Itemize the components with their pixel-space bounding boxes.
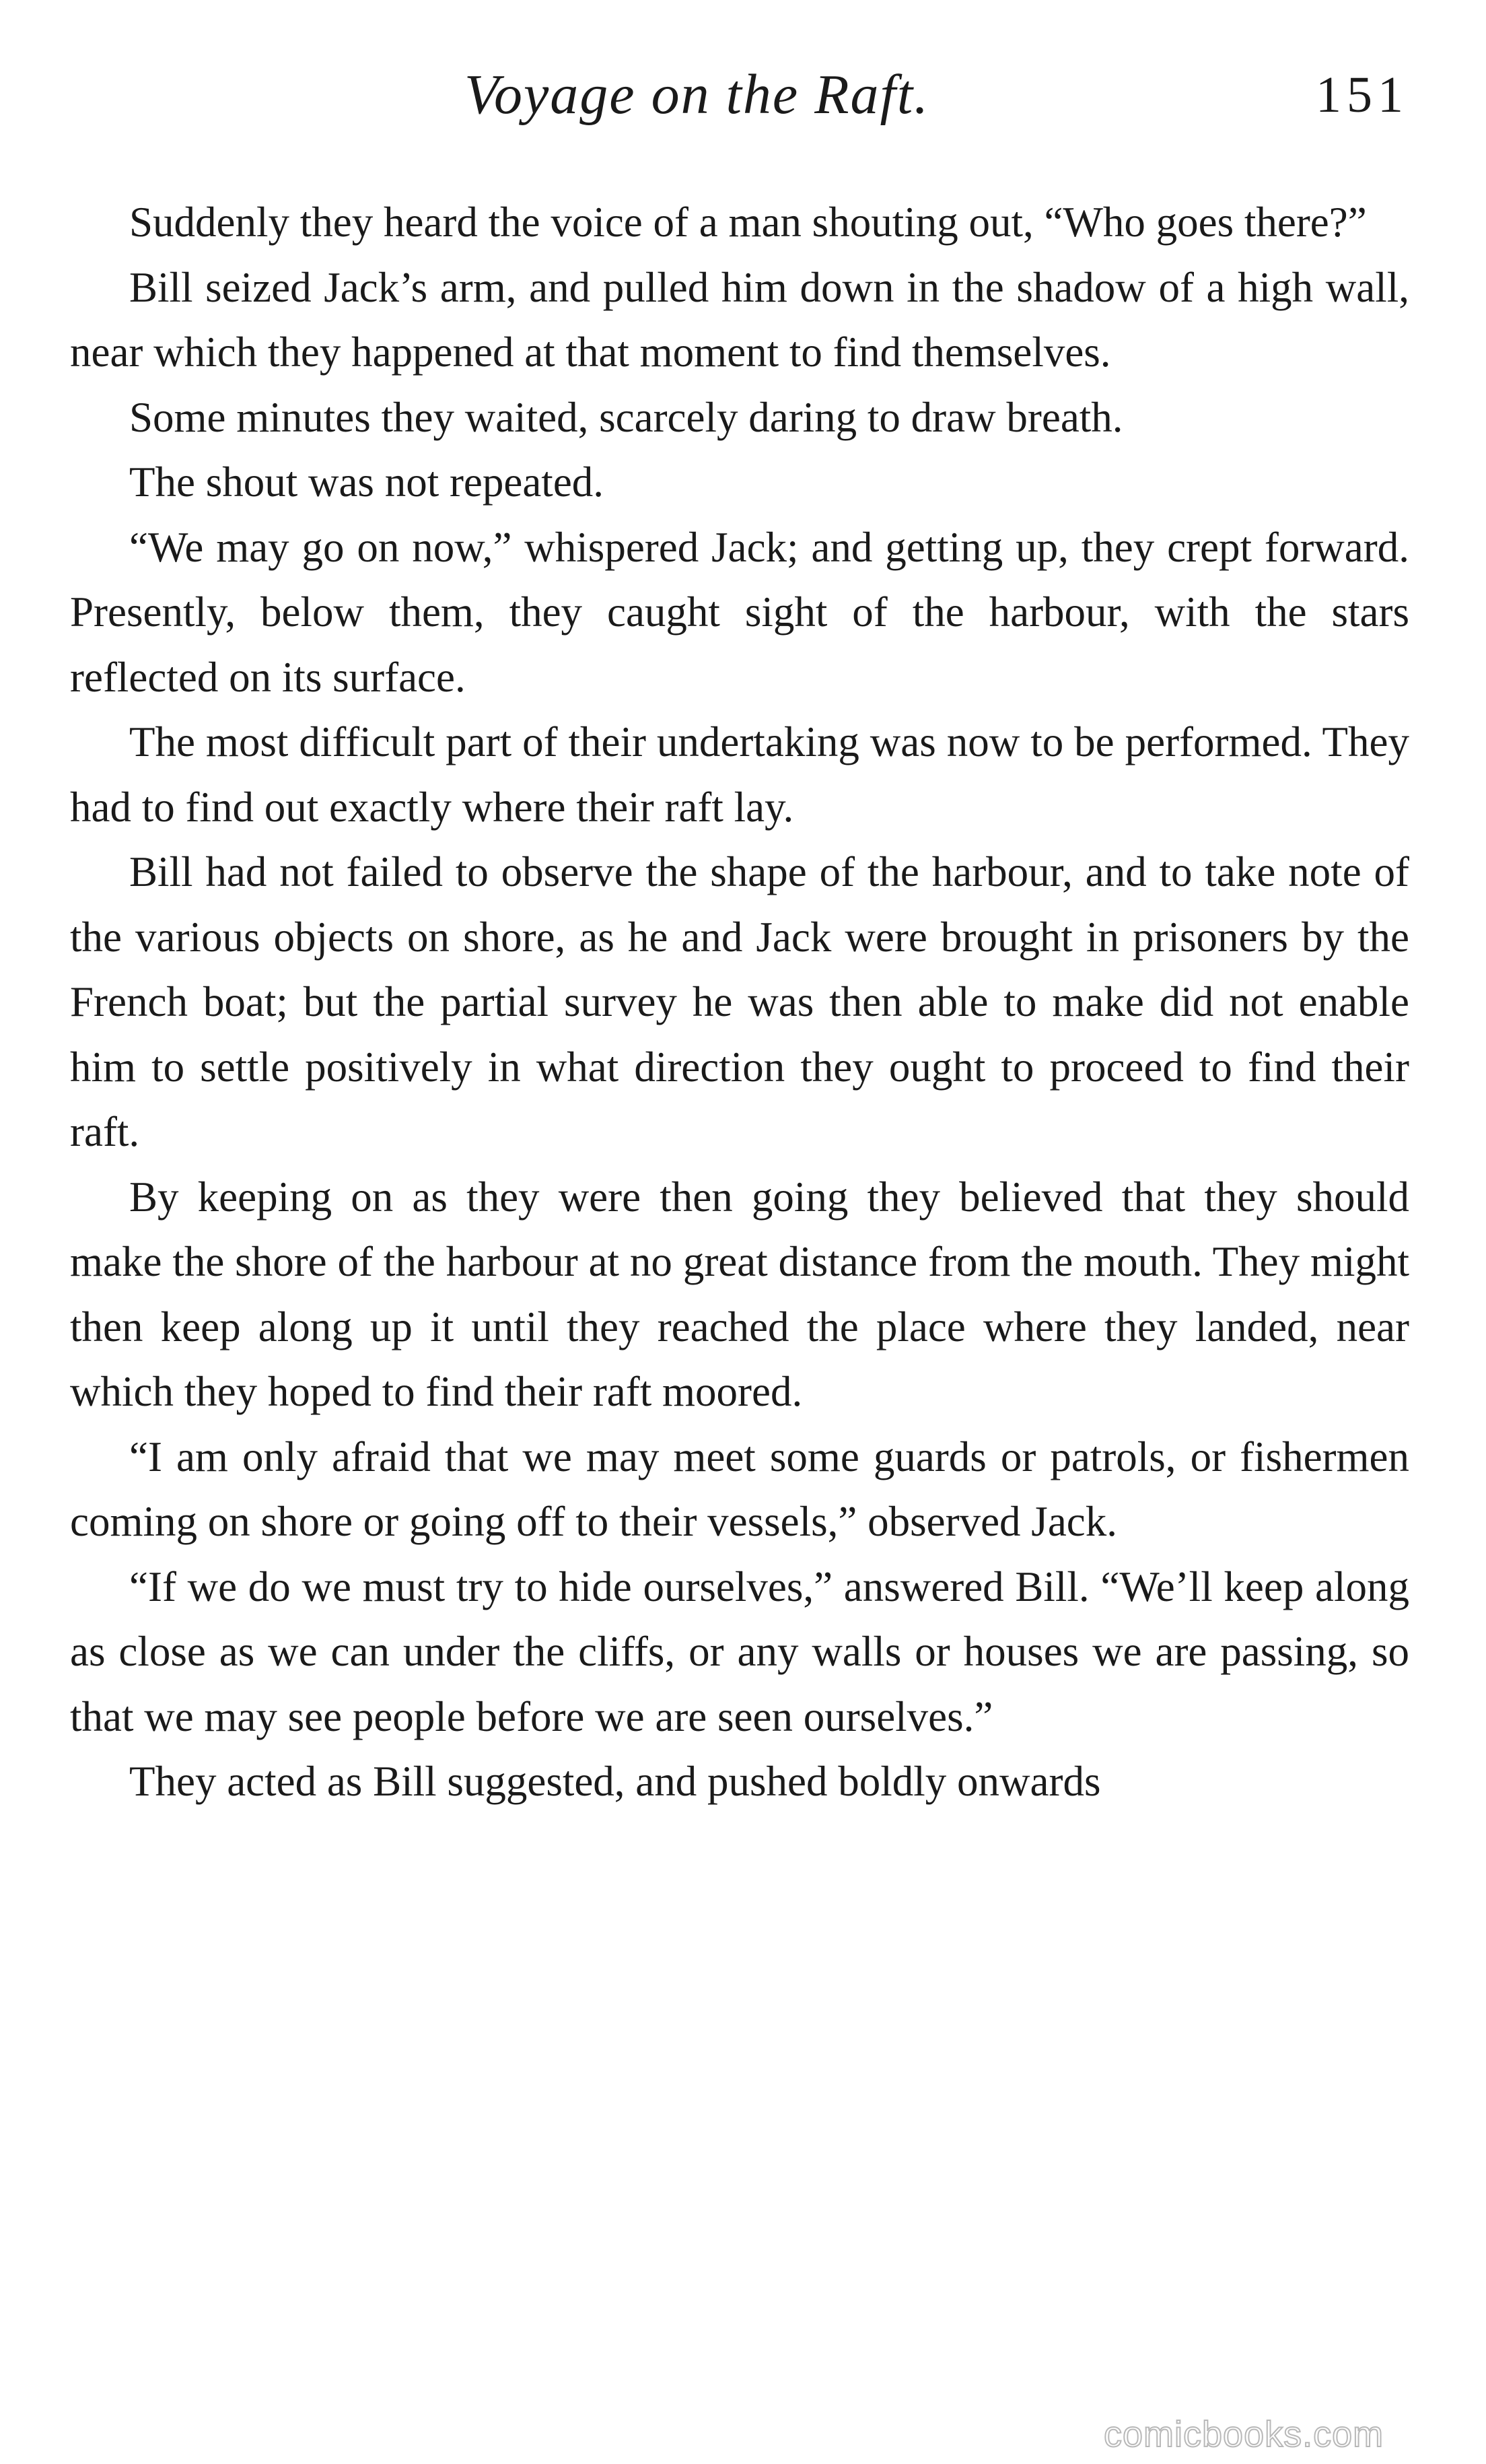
paragraph: “We may go on now,” whispered Jack; and getting up, they crept forward. Presently, below them, they caught sight of the harbour, with the stars reflected on its surface. [70, 523, 1409, 701]
body-text [70, 190, 1409, 1814]
running-head [0, 62, 1486, 136]
paragraph: The shout was not repeated. [129, 458, 604, 506]
paragraph: The most difficult part of their undertaking was now to be performed. They had to find out exactly where their raft lay. [70, 718, 1409, 831]
running-head-title: Voyage on the Raft. [464, 63, 930, 126]
paragraph: They acted as Bill suggested, and pushed boldly onwards [129, 1758, 1101, 1805]
paragraph: Bill seized Jack’s arm, and pulled him down in the shadow of a high wall, near which they happened at that moment to find themselves. [70, 263, 1409, 376]
paragraph: By keeping on as they were then going they believed that they should make the shore of the harbour at no great distance from the mouth. They might then keep along up it until they reached the place where they landed, near which they hoped to find their raft moored. [70, 1173, 1409, 1415]
paragraph: Bill had not failed to observe the shape of the harbour, and to take note of the various objects on shore, as he and Jack were brought in prisoners by the French boat; but the partial survey he was then able to make did not enable him to settle positively in what direction they ought to proceed to find their raft. [70, 848, 1409, 1155]
paragraph: Some minutes they waited, scarcely daring to draw breath. [129, 393, 1123, 441]
paragraph: “I am only afraid that we may meet some guards or patrols, or fishermen coming on shore or going off to their vessels,” observed Jack. [70, 1433, 1409, 1545]
page-number: 151 [1316, 67, 1409, 123]
paragraph: Suddenly they heard the voice of a man shouting out, “Who goes there?” [129, 199, 1367, 246]
paragraph: “If we do we must try to hide ourselves,” answered Bill. “We’ll keep along as close as we can under the cliffs, or any walls or houses we are passing, so that we may see people before we are seen ourselves.” [70, 1563, 1409, 1740]
watermark: comicbooks.com [1104, 2414, 1384, 2455]
